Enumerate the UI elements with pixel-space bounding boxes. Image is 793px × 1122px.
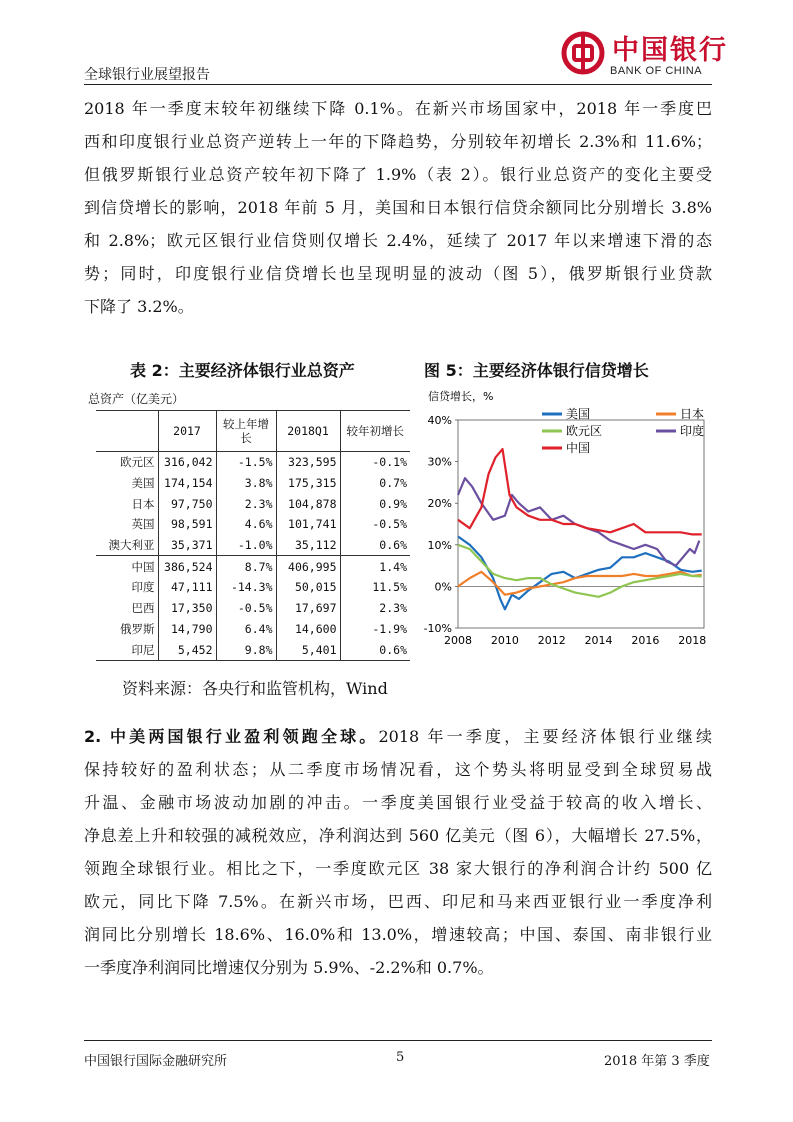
paragraph-line: 2018 年一季度末较年初继续下降 0.1%。在新兴市场国家中，2018 年一季度巴 [84, 99, 712, 118]
table-cell: 101,741 [276, 514, 340, 535]
x-tick-label: 2016 [631, 634, 660, 647]
table-row-label: 欧元区 [120, 455, 155, 470]
table-cell: 386,524 [158, 556, 216, 577]
table-cell: 1.4% [340, 556, 410, 577]
table-cell: 2.3% [340, 598, 410, 619]
table-row-label: 俄罗斯 [120, 621, 155, 636]
legend-entry: 欧元区 [566, 424, 603, 438]
paragraph-line: 领跑全球银行业。相比之下，一季度欧元区 38 家大银行的净利润合计约 500 亿 [84, 859, 712, 878]
paragraph-line: 但俄罗斯银行业总资产较年初下降了 1.9%（表 2）。银行业总资产的变化主要受 [84, 165, 712, 184]
table-cell: 0.7% [340, 473, 410, 494]
bank-logo-icon [560, 30, 606, 76]
y-tick-label: 10% [427, 538, 452, 552]
figure-title: 图 5：主要经济体银行信贷增长 [424, 361, 649, 380]
bank-logo [560, 28, 728, 84]
paragraph-profit [84, 720, 712, 984]
table-row [96, 473, 410, 494]
table-cell: 50,015 [276, 577, 340, 598]
table-cell: -1.0% [216, 535, 276, 556]
table-cell: 5,401 [276, 639, 340, 660]
footer-institute: 中国银行国际金融研究所 [84, 1054, 228, 1069]
table-row-label: 英国 [131, 517, 155, 532]
table-unit: 总资产（亿美元） [88, 392, 185, 406]
table-cell: -14.3% [216, 577, 276, 598]
table-cell: -0.1% [340, 452, 410, 473]
table-row [96, 493, 410, 514]
table-cell: 0.9% [340, 493, 410, 514]
paragraph-line: 升温、金融市场波动加剧的冲击。一季度美国银行业受益于较高的收入增长、 [84, 793, 712, 812]
table-cell: 4.6% [216, 514, 276, 535]
credit-growth-chart-svg [420, 388, 720, 656]
page-number: 5 [396, 1050, 405, 1065]
report-title: 全球银行业展望报告 [84, 67, 210, 83]
series-line-欧元区 [458, 545, 702, 597]
header-divider [84, 84, 712, 85]
table-row-label: 中国 [131, 559, 155, 574]
table-row-label: 美国 [131, 476, 155, 491]
footer-divider [84, 1040, 712, 1041]
paragraph-line: 润同比分别增长 18.6%、16.0%和 13.0%，增速较高；中国、泰国、南非银行业 [84, 925, 712, 944]
table-cell: 316,042 [158, 452, 216, 473]
legend-entry: 日本 [680, 407, 705, 421]
logo-english-name: BANK OF CHINA [610, 65, 703, 77]
table-header-cell: 较上年增长 [216, 411, 276, 452]
table-row-label: 澳大利亚 [108, 538, 155, 553]
paragraph-line: 下降了 3.2%。 [84, 297, 194, 316]
table-cell: 323,595 [276, 452, 340, 473]
table-cell: -0.5% [216, 598, 276, 619]
table-row-label: 巴西 [131, 601, 155, 616]
table-row [96, 452, 410, 473]
y-axis-label: 信贷增长，% [428, 390, 494, 403]
table-cell: 0.6% [340, 639, 410, 660]
table-header-row [96, 411, 410, 452]
x-tick-label: 2018 [678, 634, 707, 647]
table-row-label: 印尼 [131, 642, 155, 657]
x-tick-label: 2014 [584, 634, 613, 647]
table-title: 表 2：主要经济体银行业总资产 [130, 361, 355, 380]
total-assets-table [96, 410, 410, 661]
table-cell: -1.9% [340, 619, 410, 640]
series-line-中国 [458, 449, 702, 534]
y-tick-label: 30% [427, 455, 452, 469]
x-tick-label: 2012 [537, 634, 566, 647]
paragraph-line: 欧元，同比下降 7.5%。在新兴市场，巴西、印尼和马来西亚银行业一季度净利 [84, 892, 712, 911]
table-cell: 14,790 [158, 619, 216, 640]
paragraph-line: 到信贷增长的影响，2018 年前 5 月，美国和日本银行信贷余额同比分别增长 3.8% [84, 198, 712, 217]
x-tick-label: 2010 [490, 634, 519, 647]
table-row [96, 514, 410, 535]
paragraph-line: 势；同时，印度银行业信贷增长也呈现明显的波动（图 5），俄罗斯银行业贷款 [84, 264, 712, 283]
legend-entry: 印度 [680, 424, 705, 438]
table-cell: 14,600 [276, 619, 340, 640]
table-row [96, 598, 410, 619]
paragraph-line: 保持较好的盈利状态；从二季度市场情况看，这个势头将明显受到全球贸易战 [84, 760, 712, 779]
table-cell: -0.5% [340, 514, 410, 535]
series-line-美国 [458, 537, 702, 610]
table-row-label: 日本 [131, 496, 155, 511]
paragraph-line: 一季度净利润同比增速仅分别为 5.9%、-2.2%和 0.7%。 [84, 958, 494, 977]
y-tick-label: 40% [427, 414, 452, 427]
footer-period: 2018 年第 3 季度 [604, 1054, 710, 1069]
credit-growth-chart [420, 388, 720, 656]
table-cell: 98,591 [158, 514, 216, 535]
table-row-label: 印度 [131, 580, 155, 595]
table-cell: -1.5% [216, 452, 276, 473]
table-cell: 35,112 [276, 535, 340, 556]
table-row [96, 619, 410, 640]
table-cell: 5,452 [158, 639, 216, 660]
table-header-cell: 2018Q1 [276, 411, 340, 452]
table-row [96, 639, 410, 660]
table-cell: 17,697 [276, 598, 340, 619]
table-header-cell: 较年初增长 [340, 411, 410, 452]
table-cell: 9.8% [216, 639, 276, 660]
logo-chinese-name: 中国银行 [612, 35, 728, 66]
table-row [96, 577, 410, 598]
paragraph-line: 和 2.8%；欧元区银行业信贷则仅增长 2.4%，延续了 2017 年以来增速下滑的态 [84, 231, 712, 250]
paragraph-line [84, 720, 712, 753]
table-cell: 175,315 [276, 473, 340, 494]
table-header-cell: 2017 [158, 411, 216, 452]
table-cell: 2.3% [216, 493, 276, 514]
table-cell: 6.4% [216, 619, 276, 640]
table-row [96, 535, 410, 556]
table-cell: 174,154 [158, 473, 216, 494]
paragraph-text: 2018 年一季度，主要经济体银行业继续 [378, 727, 712, 746]
table-cell: 35,371 [158, 535, 216, 556]
paragraph-line: 净息差上升和较强的减税效应，净利润达到 560 亿美元（图 6），大幅增长 27.5%， [84, 826, 712, 845]
paragraph-total-assets [84, 92, 712, 323]
table-cell: 47,111 [158, 577, 216, 598]
table-cell: 406,995 [276, 556, 340, 577]
table-cell: 104,878 [276, 493, 340, 514]
table-cell: 3.8% [216, 473, 276, 494]
y-tick-label: 20% [427, 497, 452, 511]
y-tick-label: -10% [423, 622, 452, 635]
y-tick-label: 0% [434, 580, 452, 594]
section-heading: 2. 中美两国银行业盈利领跑全球。 [84, 727, 379, 746]
x-tick-label: 2008 [444, 634, 472, 647]
legend-entry: 中国 [566, 441, 591, 455]
table-source: 资料来源：各央行和监管机构，Wind [122, 679, 388, 698]
table-cell: 0.6% [340, 535, 410, 556]
table-cell: 17,350 [158, 598, 216, 619]
table-row [96, 556, 410, 577]
table-header-cell [96, 411, 158, 452]
table-cell: 8.7% [216, 556, 276, 577]
paragraph-line: 西和印度银行业总资产逆转上一年的下降趋势，分别较年初增长 2.3%和 11.6%； [84, 132, 712, 151]
legend-entry: 美国 [566, 407, 591, 421]
series-line-印度 [458, 478, 699, 565]
table-cell: 97,750 [158, 493, 216, 514]
table-cell: 11.5% [340, 577, 410, 598]
